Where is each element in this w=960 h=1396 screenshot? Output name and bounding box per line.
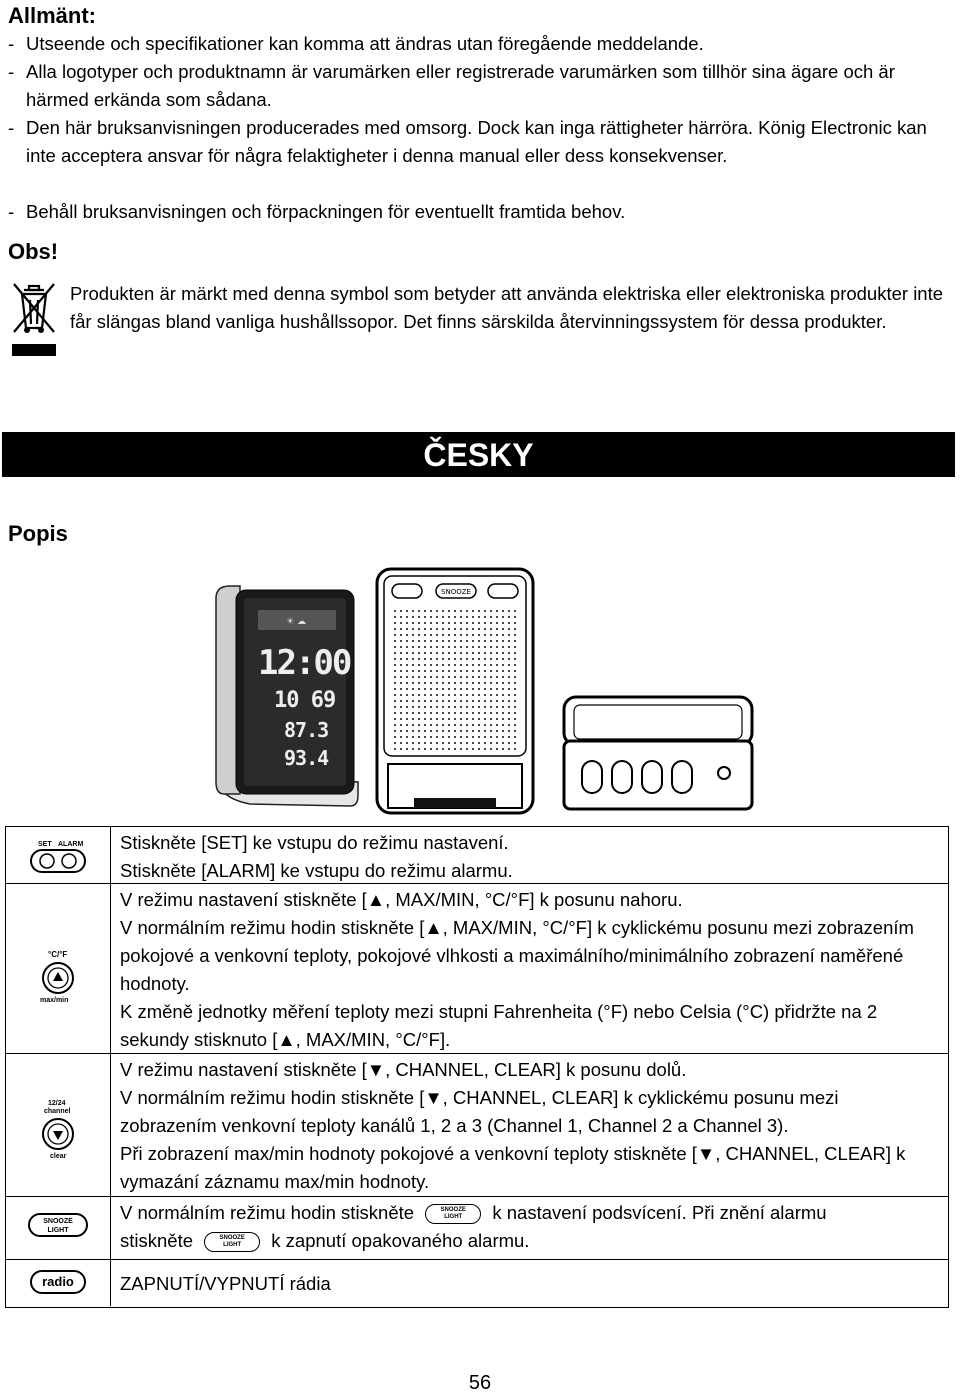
svg-text:SNOOZE: SNOOZE: [441, 588, 471, 596]
radio-description: ZAPNUTÍ/VYPNUTÍ rádia: [120, 1273, 331, 1294]
bullet-dash: -: [8, 201, 15, 222]
up-maxmin-button-icon: °C/°F max/min: [6, 884, 110, 1053]
bullet-dash: -: [8, 61, 15, 82]
set-alarm-description: Stiskněte [SET] ke vstupu do režimu nastavení. Stiskněte [ALARM] ke vstupu do režimu alarmu.: [120, 832, 513, 881]
down-channel-button-icon: 12/24 channel clear: [6, 1054, 110, 1196]
bullet-4: - Behåll bruksanvisningen och förpackningen för eventuellt framtida behov.: [8, 198, 953, 226]
weee-bin-icon: [10, 280, 58, 360]
up-description: V režimu nastavení stiskněte [▲, MAX/MIN, °C/°F] k posunu nahoru. V normálním režimu hodin stiskněte [▲, MAX/MIN, °C/°F] k cyklickému posunu mezi zobrazením pokojové a venkovní teploty, pokojové vlhkosti a maximálního/minimálního zobrazení naměřené hodnoty. K změně jednotky měření teploty mezi stupni Fahrenheita (°F) nebo Celsia (°C) přidržte na 2 sekundy stisknuto [▲, MAX/MIN, °C/°F].: [120, 889, 914, 1050]
snooze-light-inline-icon: SNOOZE LIGHT: [425, 1204, 481, 1224]
bullet-1: - Utseende och specifikationer kan komma att ändras utan föregående meddelande.: [8, 30, 953, 58]
set-alarm-buttons-icon: SET ALARM: [6, 827, 110, 883]
table-row-set-alarm: [6, 827, 948, 884]
table-row-radio: [6, 1260, 948, 1306]
bullet-3: - Den här bruksanvisningen producerades med omsorg. Dock kan inga rättigheter härröra. König Electronic kan inte acceptera ansvar för några felaktigheter i denna manual eller dess konsekvenser.: [8, 114, 953, 170]
snooze-light-button-icon: SNOOZE LIGHT: [6, 1197, 110, 1259]
obs-text: Produkten är märkt med denna symbol som betyder att använda elektriska eller elektroniska produkter inte får slängas bland vanliga hushållssopor. Det finns särskilda återvinningssystem för dessa produkter.: [70, 283, 944, 332]
clock-display-time: 12:00: [258, 643, 351, 683]
clock-display-temp2: 93.4: [284, 746, 329, 770]
table-row-down: [6, 1054, 948, 1197]
allmant-heading: Allmänt:: [8, 3, 96, 28]
page-number: 56: [468, 1372, 492, 1394]
popis-heading: Popis: [8, 521, 68, 546]
button-description-table: [5, 826, 949, 1308]
table-row-up: [6, 884, 948, 1054]
weather-station-front-image: [210, 582, 360, 818]
bullet-2: - Alla logotyper och produktnamn är varumärken eller registrerade varumärken som tillhör sina ägare och är härmed erkända som sådana.: [8, 58, 953, 114]
obs-heading: Obs!: [8, 239, 59, 264]
svg-text:☀ ☁: ☀ ☁: [286, 617, 306, 627]
clock-display-temp1: 87.3: [284, 718, 329, 742]
language-banner: ČESKY: [2, 432, 955, 477]
snooze-description: V normálním režimu hodin stiskněte SNOOZE LIGHT k nastavení podsvícení. Při znění alarmu stiskněte SNOOZE LIGHT k zapnutí opakovaného alarmu.: [120, 1202, 827, 1251]
weather-station-back-image: [374, 566, 536, 816]
clock-display-date: 10 69: [274, 688, 336, 713]
radio-button-icon: radio: [6, 1260, 110, 1306]
snooze-light-inline-icon: SNOOZE LIGHT: [204, 1232, 260, 1252]
table-row-snooze: [6, 1197, 948, 1260]
down-description: V režimu nastavení stiskněte [▼, CHANNEL, CLEAR] k posunu dolů. V normálním režimu hodin stiskněte [▼, CHANNEL, CLEAR] k cyklickému posunu mezi zobrazením venkovní teploty kanálů 1, 2 a 3 (Channel 1, Channel 2 a Channel 3). Při zobrazení max/min hodnoty pokojové a venkovní teploty stiskněte [▼, CHANNEL, CLEAR] k vymazání záznamu max/min hodnoty.: [120, 1059, 906, 1192]
bullet-dash: -: [8, 33, 15, 54]
bullet-dash: -: [8, 117, 15, 138]
weather-station-bottom-image: [560, 693, 756, 813]
